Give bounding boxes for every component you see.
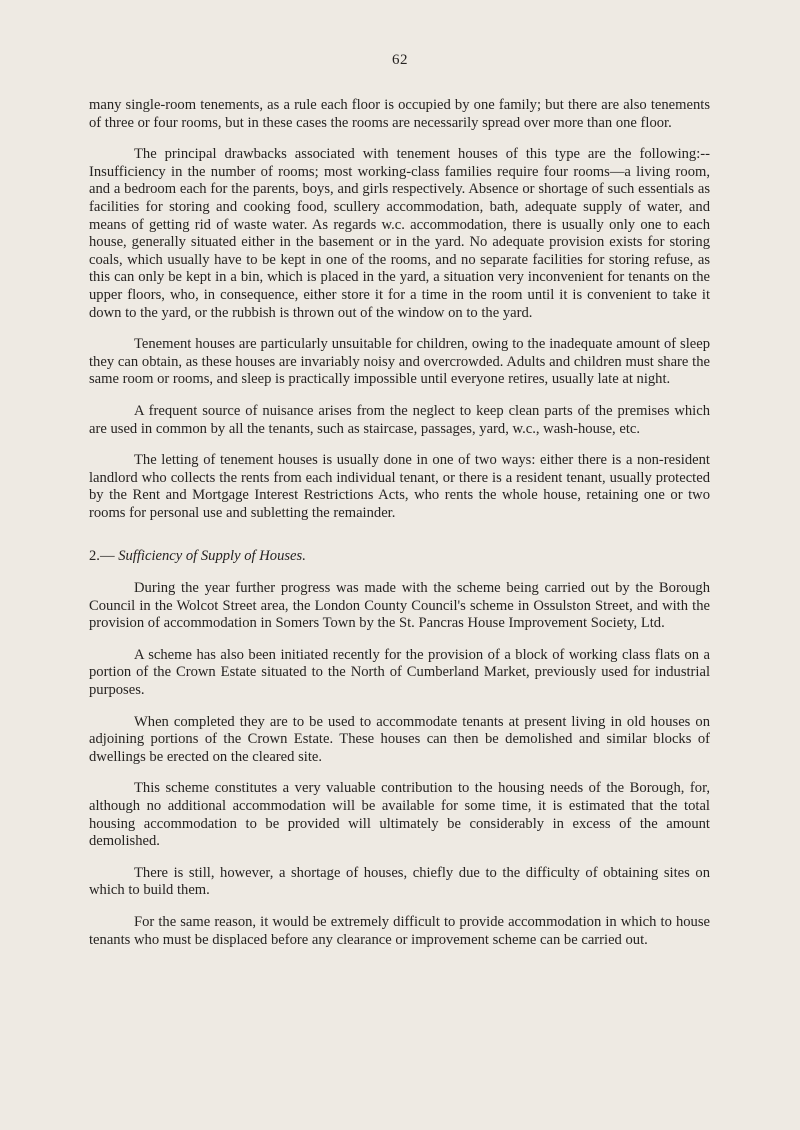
section-title: Sufficiency of Supply of Houses.: [118, 548, 306, 565]
paragraph-drawbacks: The principal drawbacks associated with tenement houses of this type are the following:--Insufficiency in the number of rooms; most working-class families require four rooms—a living room, and a bedroom each for the parents, boys, and girls respectively. Absence or shortage of such essentials as facilities for storing and cooking food, scullery accommodation, bath, adequate supply of water, and means of getting rid of waste water. As regards w.c. accommodation, there is usually only one to each house, generally situated either in the basement or in the yard. No adequate provision exists for storing coals, which usually have to be kept in one of the rooms, and no separate facilities for storing refuse, as this can only be kept in a bin, which is placed in the yard, a situation very inconvenient for tenants on the upper floors, who, in consequence, either store it for a time in the room until it is convenient to take it down to the yard, or the rubbish is thrown out of the window on to the yard.: [89, 146, 710, 321]
section-number: 2.—: [89, 548, 115, 565]
paragraph-children: Tenement houses are particularly unsuitable for children, owing to the inadequate amount of sleep they can obtain, as these houses are invariably noisy and overcrowded. Adults and children must share the same room or rooms, and sleep is practically impossible until everyone retires, usually late at night.: [89, 336, 710, 388]
paragraph-progress: During the year further progress was made with the scheme being carried out by the Borough Council in the Wolcot Street area, the London County Council's scheme in Ossulston Street, and with the provision of accommodation in Somers Town by the St. Pancras House Improvement Society, Ltd.: [89, 580, 710, 632]
paragraph-crown-estate-scheme: A scheme has also been initiated recently for the provision of a block of working class flats on a portion of the Crown Estate situated to the North of Cumberland Market, previously used for industrial purposes.: [89, 646, 710, 699]
document-body: [89, 97, 710, 963]
paragraph-when-completed: When completed they are to be used to accommodate tenants at present living in old houses on adjoining portions of the Crown Estate. These houses can then be demolished and similar blocks of dwellings be erected on the cleared site.: [89, 713, 710, 765]
section-heading: [89, 548, 710, 566]
paragraph-letting: The letting of tenement houses is usually done in one of two ways: either there is a non-resident landlord who collects the rents from each individual tenant, or there is a resident tenant, usually protected by the Rent and Mortgage Interest Restrictions Acts, who rents the whole house, retaining one or two rooms for personal use and subletting the remainder.: [89, 452, 710, 521]
paragraph-contribution: This scheme constitutes a very valuable contribution to the housing needs of the Borough, for, although no additional accommodation will be available for some time, it is estimated that the total housing accommodation to be provided will ultimately be considerably in excess of the amount demolished.: [89, 780, 710, 850]
paragraph-nuisance: A frequent source of nuisance arises from the neglect to keep clean parts of the premises which are used in common by all the tenants, such as staircase, passages, yard, w.c., wash-house, etc.: [89, 402, 710, 437]
paragraph-same-reason: For the same reason, it would be extremely difficult to provide accommodation in which to house tenants who must be displaced before any clearance or improvement scheme can be carried out.: [89, 913, 710, 948]
page-number: 62: [392, 52, 408, 68]
paragraph-shortage: There is still, however, a shortage of houses, chiefly due to the difficulty of obtaining sites on which to build them.: [89, 864, 710, 899]
paragraph-continued: many single-room tenements, as a rule each floor is occupied by one family; but there are also tenements of three or four rooms, but in these cases the rooms are necessarily spread over more than one floor.: [89, 97, 710, 131]
